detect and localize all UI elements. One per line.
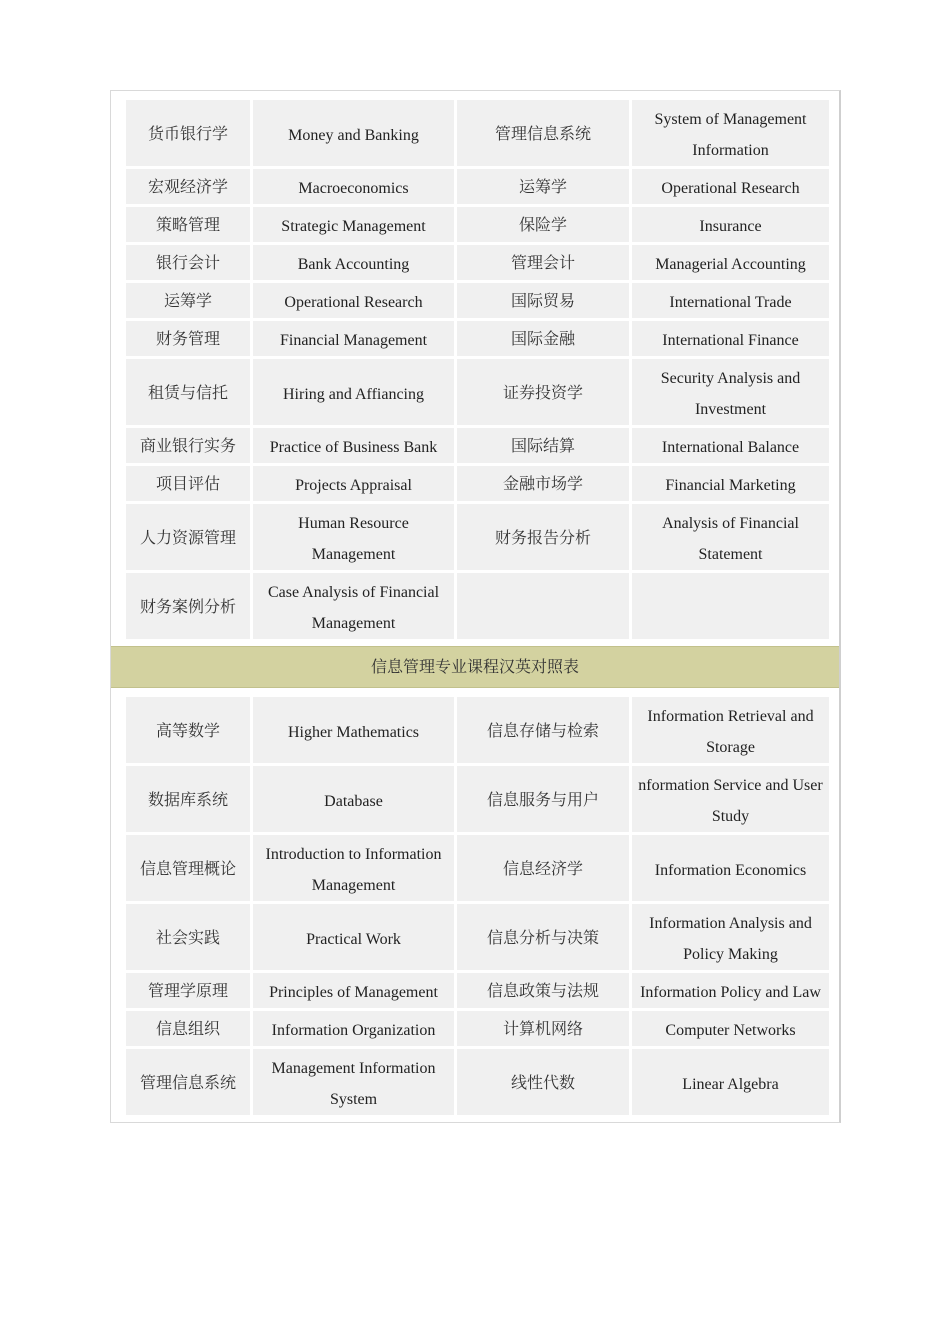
course-name-english: Strategic Management	[253, 207, 454, 242]
table-row	[126, 1011, 829, 1046]
course-name-english: Operational Research	[253, 283, 454, 318]
course-name-english: Management Information System	[253, 1049, 454, 1115]
course-name-english: Hiring and Affiancing	[253, 359, 454, 425]
course-sheet	[110, 90, 841, 1123]
course-name-chinese: 财务案例分析	[126, 573, 250, 639]
table-row	[126, 169, 829, 204]
course-name-chinese: 信息政策与法规	[457, 973, 629, 1008]
course-name-english: International Trade	[632, 283, 829, 318]
course-name-english: Information Retrieval and Storage	[632, 697, 829, 763]
course-name-english: nformation Service and User Study	[632, 766, 829, 832]
course-name-chinese: 项目评估	[126, 466, 250, 501]
course-name-english: Financial Marketing	[632, 466, 829, 501]
table-row	[126, 835, 829, 901]
table-row	[126, 504, 829, 570]
course-name-english: Computer Networks	[632, 1011, 829, 1046]
course-table-finance	[123, 97, 832, 642]
table-row	[126, 904, 829, 970]
course-name-english: System of Management Information	[632, 100, 829, 166]
table-row	[126, 573, 829, 639]
course-name-english: Projects Appraisal	[253, 466, 454, 501]
table-row	[126, 428, 829, 463]
course-name-chinese: 高等数学	[126, 697, 250, 763]
course-name-english: Information Policy and Law	[632, 973, 829, 1008]
course-name-chinese: 宏观经济学	[126, 169, 250, 204]
course-table-information-management	[123, 694, 832, 1118]
table-row	[126, 321, 829, 356]
course-name-chinese: 信息组织	[126, 1011, 250, 1046]
course-name-english: Insurance	[632, 207, 829, 242]
course-name-chinese: 人力资源管理	[126, 504, 250, 570]
course-name-chinese: 财务报告分析	[457, 504, 629, 570]
table-row	[126, 283, 829, 318]
table-row	[126, 359, 829, 425]
table-row	[126, 1049, 829, 1115]
course-name-chinese: 信息服务与用户	[457, 766, 629, 832]
course-name-english: Information Organization	[253, 1011, 454, 1046]
course-name-chinese: 信息存储与检索	[457, 697, 629, 763]
course-name-english: Database	[253, 766, 454, 832]
course-name-chinese: 社会实践	[126, 904, 250, 970]
course-name-chinese: 线性代数	[457, 1049, 629, 1115]
course-name-chinese: 国际贸易	[457, 283, 629, 318]
course-name-chinese	[457, 573, 629, 639]
course-name-chinese: 管理会计	[457, 245, 629, 280]
course-name-chinese: 策略管理	[126, 207, 250, 242]
course-name-english	[632, 573, 829, 639]
course-name-chinese: 管理信息系统	[457, 100, 629, 166]
course-name-chinese: 租赁与信托	[126, 359, 250, 425]
course-name-english: Managerial Accounting	[632, 245, 829, 280]
course-name-english: Financial Management	[253, 321, 454, 356]
section-title: 信息管理专业课程汉英对照表	[111, 646, 839, 688]
course-name-chinese: 财务管理	[126, 321, 250, 356]
course-name-chinese: 商业银行实务	[126, 428, 250, 463]
course-name-chinese: 金融市场学	[457, 466, 629, 501]
course-name-english: Bank Accounting	[253, 245, 454, 280]
table-row	[126, 766, 829, 832]
course-name-english: Practice of Business Bank	[253, 428, 454, 463]
course-name-english: Operational Research	[632, 169, 829, 204]
course-name-chinese: 数据库系统	[126, 766, 250, 832]
course-name-english: Information Economics	[632, 835, 829, 901]
course-name-chinese: 管理信息系统	[126, 1049, 250, 1115]
course-name-english: Introduction to Information Management	[253, 835, 454, 901]
course-name-chinese: 管理学原理	[126, 973, 250, 1008]
course-name-english: Human Resource Management	[253, 504, 454, 570]
table-row	[126, 466, 829, 501]
course-name-chinese: 证券投资学	[457, 359, 629, 425]
course-name-english: Linear Algebra	[632, 1049, 829, 1115]
course-name-english: Higher Mathematics	[253, 697, 454, 763]
course-name-chinese: 保险学	[457, 207, 629, 242]
course-name-english: Money and Banking	[253, 100, 454, 166]
course-name-chinese: 银行会计	[126, 245, 250, 280]
course-name-chinese: 运筹学	[457, 169, 629, 204]
table-row	[126, 100, 829, 166]
course-name-english: Macroeconomics	[253, 169, 454, 204]
course-name-chinese: 信息经济学	[457, 835, 629, 901]
course-name-english: Case Analysis of Financial Management	[253, 573, 454, 639]
course-name-chinese: 计算机网络	[457, 1011, 629, 1046]
course-name-chinese: 运筹学	[126, 283, 250, 318]
course-name-chinese: 信息分析与决策	[457, 904, 629, 970]
course-name-chinese: 国际结算	[457, 428, 629, 463]
course-name-english: Principles of Management	[253, 973, 454, 1008]
table-row	[126, 207, 829, 242]
course-name-chinese: 国际金融	[457, 321, 629, 356]
table-row	[126, 697, 829, 763]
table-row	[126, 245, 829, 280]
course-name-english: International Balance	[632, 428, 829, 463]
course-name-english: International Finance	[632, 321, 829, 356]
course-name-english: Analysis of Financial Statement	[632, 504, 829, 570]
course-name-chinese: 信息管理概论	[126, 835, 250, 901]
table-row	[126, 973, 829, 1008]
course-name-english: Security Analysis and Investment	[632, 359, 829, 425]
course-name-chinese: 货币银行学	[126, 100, 250, 166]
course-name-english: Information Analysis and Policy Making	[632, 904, 829, 970]
course-name-english: Practical Work	[253, 904, 454, 970]
